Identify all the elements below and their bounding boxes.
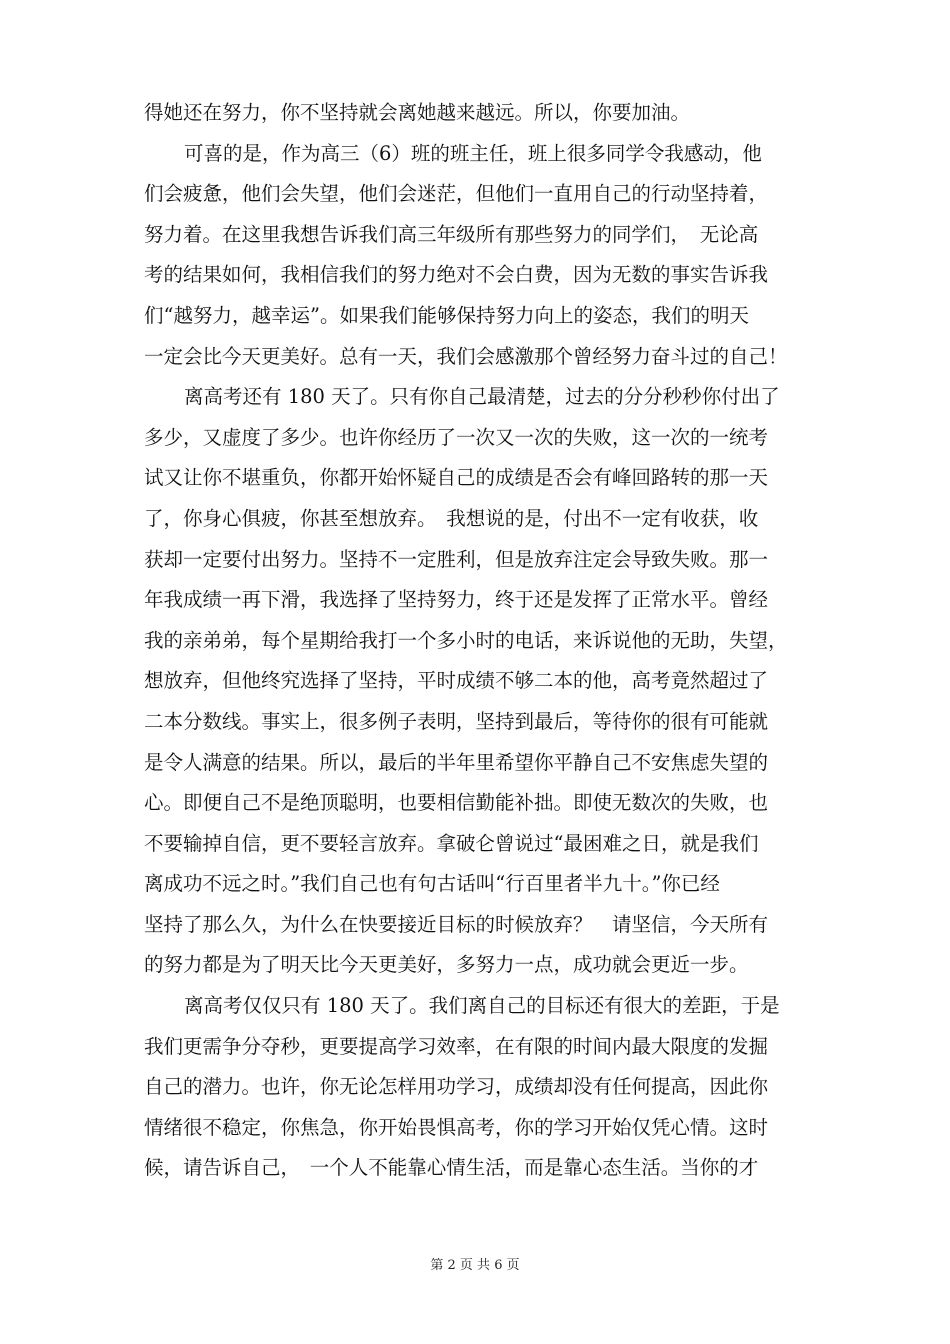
text-line: 获却一定要付出努力。坚持不一定胜利，但是放弃注定会导致失败。那一 <box>144 547 769 571</box>
text-line: 离成功不远之时。”我们自己也有句古话叫“行百里者半九十。”你已经 <box>144 872 720 896</box>
text-line: 年我成绩一再下滑，我选择了坚持努力，终于还是发挥了正常水平。曾经 <box>144 588 769 612</box>
body-text <box>144 93 808 1189</box>
text-line: 一定会比今天更美好。总有一天，我们会感激那个曾经努力奋斗过的自己！ <box>144 344 788 368</box>
text-line: 不要输掉自信，更不要轻言放弃。拿破仑曾说过“最困难之日，就是我们 <box>144 831 759 855</box>
text-line: 的努力都是为了明天比今天更美好，多努力一点，成功就会更近一步。 <box>144 953 749 977</box>
page-number-footer: 第 2 页 共 6 页 <box>430 1258 520 1273</box>
text-line: 情绪很不稳定，你焦急，你开始畏惧高考，你的学习开始仅凭心情。这时 <box>144 1115 769 1139</box>
text-line: 想放弃，但他终究选择了坚持，平时成绩不够二本的他，高考竟然超过了 <box>144 669 769 693</box>
text-line: 候，请告诉自己， 一个人不能靠心情生活，而是靠心态生活。当你的才 <box>144 1156 759 1180</box>
text-line: 了，你身心俱疲，你甚至想放弃。 我想说的是，付出不一定有收获，收 <box>144 506 759 530</box>
text-line: 心。即便自己不是绝顶聪明，也要相信勤能补拙。即使无数次的失败，也 <box>144 791 769 815</box>
text-line: 们“越努力，越幸运”。如果我们能够保持努力向上的姿态，我们的明天 <box>144 303 749 327</box>
text-line: 我的亲弟弟，每个星期给我打一个多小时的电话，来诉说他的无助，失望， <box>144 628 788 652</box>
text-line: 二本分数线。事实上，很多例子表明，坚持到最后，等待你的很有可能就 <box>144 709 769 733</box>
text-line: 得她还在努力，你不坚持就会离她越来越远。所以，你要加油。 <box>144 101 691 124</box>
text-line: 们会疲惫，他们会失望，他们会迷茫，但他们一直用自己的行动坚持着， <box>144 182 769 206</box>
text-line: 是令人满意的结果。所以，最后的半年里希望你平静自己不安焦虑失望的 <box>144 750 769 774</box>
text-line: 考的结果如何，我相信我们的努力绝对不会白费，因为无数的事实告诉我 <box>144 263 769 287</box>
paragraph-start-line: 离高考仅仅只有 180 天了。我们离自己的目标还有很大的差距，于是 <box>184 994 780 1018</box>
text-line: 自己的潜力。也许，你无论怎样用功学习，成绩却没有任何提高，因此你 <box>144 1075 769 1099</box>
paragraph-start-line: 可喜的是，作为高三（6）班的班主任，班上很多同学令我感动，他 <box>184 141 762 165</box>
text-line: 我们更需争分夺秒，更要提高学习效率，在有限的时间内最大限度的发掘 <box>144 1034 769 1058</box>
text-line: 坚持了那么久，为什么在快要接近目标的时候放弃？ 请坚信，今天所有 <box>144 912 769 936</box>
text-line: 试又让你不堪重负，你都开始怀疑自己的成绩是否会有峰回路转的那一天 <box>144 466 769 490</box>
text-line: 努力着。在这里我想告诉我们高三年级所有那些努力的同学们， 无论高 <box>144 222 759 246</box>
paragraph-start-line: 离高考还有 180 天了。只有你自己最清楚，过去的分分秒秒你付出了 <box>184 385 780 409</box>
text-line: 多少，又虚度了多少。也许你经历了一次又一次的失败，这一次的一统考 <box>144 425 769 449</box>
